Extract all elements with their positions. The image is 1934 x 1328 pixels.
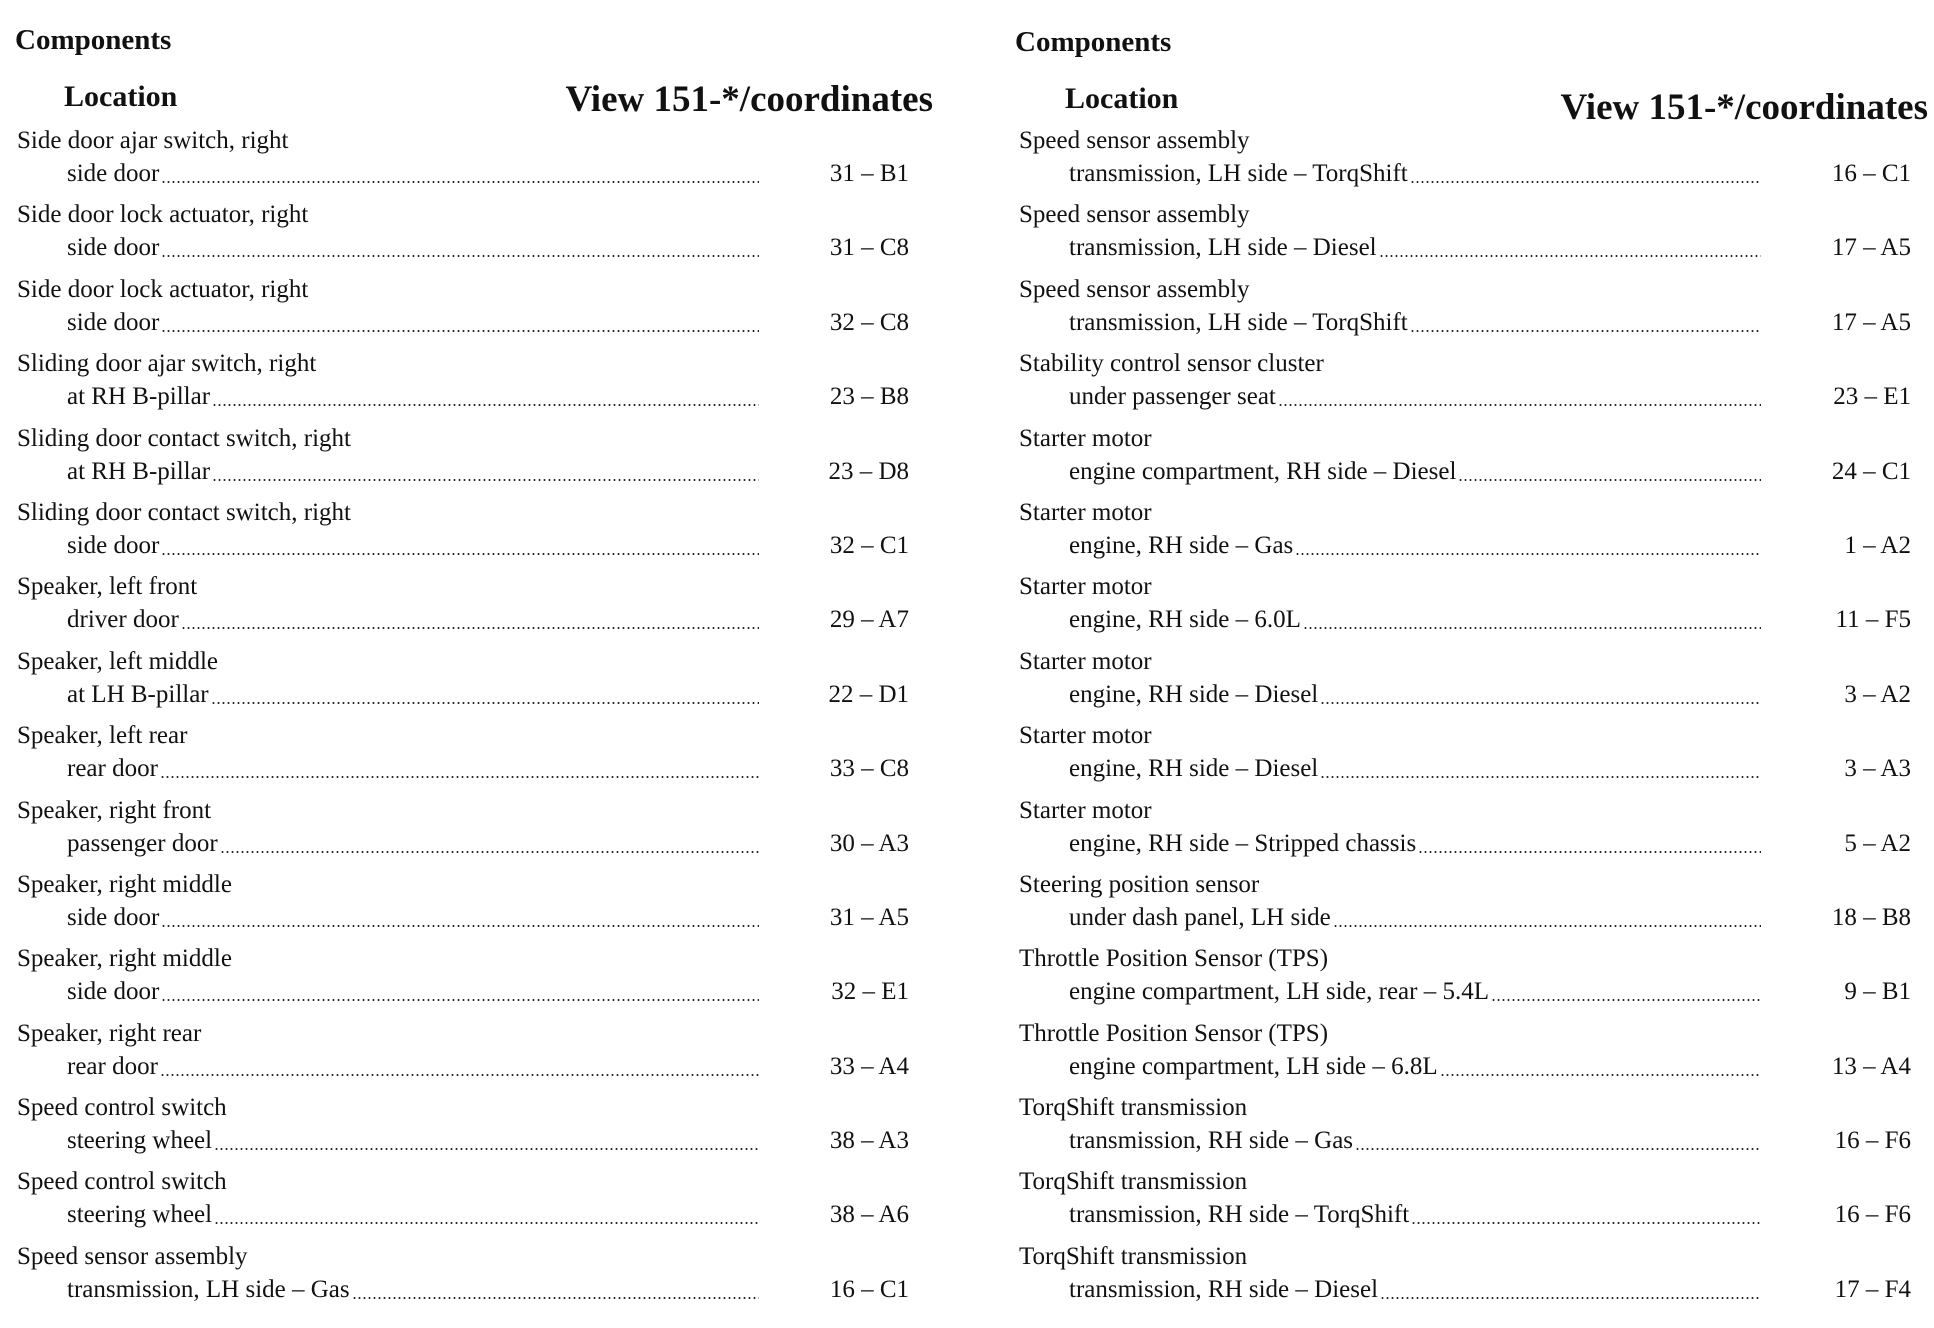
location-line — [17, 1198, 909, 1231]
component-location: engine, RH side – Diesel — [1069, 680, 1319, 708]
dot-leader — [1320, 776, 1761, 778]
component-name: Sliding door ajar switch, right — [17, 350, 317, 378]
component-name: Side door lock actuator, right — [17, 201, 309, 229]
dot-leader — [1355, 1148, 1761, 1150]
section-title: Components — [1015, 26, 1172, 58]
list-item — [17, 422, 909, 496]
dot-leader — [160, 776, 759, 778]
location-line — [1019, 678, 1911, 711]
component-name: Speaker, right middle — [17, 945, 232, 973]
component-name: Throttle Position Sensor (TPS) — [1019, 945, 1329, 973]
location-line — [1019, 975, 1911, 1008]
dot-leader — [220, 851, 759, 853]
dot-leader — [212, 479, 759, 481]
component-location: transmission, LH side – TorqShift — [1069, 160, 1408, 187]
component-location: engine compartment, LH side – 6.8L — [1069, 1052, 1438, 1080]
list-item — [1019, 868, 1911, 942]
dot-leader — [1295, 553, 1761, 555]
list-item — [1019, 1165, 1911, 1239]
dot-leader — [1410, 330, 1761, 332]
view-coordinate: 32 – E1 — [831, 978, 909, 1006]
component-name: Speed sensor assembly — [1019, 275, 1250, 303]
dot-leader — [211, 702, 759, 704]
view-coordinates-header: View 151-*/coordinates — [565, 79, 933, 120]
view-coordinate: 31 – C8 — [829, 234, 909, 262]
component-name: Starter motor — [1019, 722, 1152, 750]
dot-leader — [1411, 1222, 1761, 1224]
component-location: transmission, RH side – TorqShift — [1069, 1201, 1410, 1229]
component-location: driver door — [67, 606, 179, 634]
location-line — [1019, 901, 1911, 934]
component-name: Stability control sensor cluster — [1019, 350, 1324, 378]
list-item — [17, 1165, 909, 1239]
location-line — [17, 827, 909, 860]
dot-leader — [161, 330, 759, 332]
component-location: transmission, LH side – Diesel — [1069, 234, 1377, 262]
list-item — [17, 719, 909, 793]
list-item — [17, 347, 909, 421]
component-name: Starter motor — [1019, 796, 1152, 824]
location-line — [1019, 1198, 1911, 1231]
location-header: Location — [1065, 82, 1179, 115]
view-coordinate: 33 – A4 — [829, 1052, 909, 1080]
location-line — [1019, 380, 1911, 413]
right-column — [967, 0, 1934, 1328]
component-location: side door — [67, 978, 160, 1006]
component-location: side door — [67, 234, 160, 262]
component-name: Speaker, right rear — [17, 1019, 202, 1047]
component-name: Speaker, left front — [17, 573, 198, 601]
view-coordinate: 32 – C8 — [829, 308, 909, 336]
location-line — [17, 529, 909, 562]
view-coordinate: 5 – A2 — [1844, 829, 1911, 857]
view-coordinate: 22 – D1 — [828, 680, 909, 708]
location-line — [1019, 1050, 1911, 1083]
component-location: side door — [67, 160, 160, 187]
view-coordinate: 18 – B8 — [1831, 903, 1911, 931]
view-coordinate: 17 – F4 — [1834, 1275, 1911, 1303]
location-line — [17, 752, 909, 785]
location-line — [1019, 306, 1911, 339]
component-name: Sliding door contact switch, right — [17, 424, 351, 452]
list-item — [1019, 124, 1911, 198]
dot-leader — [181, 627, 759, 629]
component-location: passenger door — [67, 829, 218, 857]
location-line — [17, 901, 909, 934]
component-location: at LH B-pillar — [67, 680, 209, 708]
view-coordinate: 16 – C1 — [829, 1275, 909, 1303]
location-line — [1019, 455, 1911, 488]
component-name: Throttle Position Sensor (TPS) — [1019, 1019, 1329, 1047]
dot-leader — [1380, 1297, 1761, 1299]
view-coordinate: 24 – C1 — [1831, 457, 1911, 485]
dot-leader — [1303, 627, 1761, 629]
component-name: TorqShift transmission — [1019, 1168, 1248, 1196]
component-name: Speaker, left middle — [17, 647, 219, 675]
dot-leader — [352, 1297, 759, 1299]
view-coordinates-header: View 151-*/coordinates — [1560, 87, 1928, 128]
list-item — [17, 570, 909, 644]
view-coordinate: 1 – A2 — [1844, 531, 1911, 559]
component-location: side door — [67, 531, 160, 559]
dot-leader — [160, 1074, 759, 1076]
component-name: TorqShift transmission — [1019, 1094, 1248, 1122]
list-item — [1019, 273, 1911, 347]
location-line — [17, 1050, 909, 1083]
view-coordinate: 17 – A5 — [1831, 234, 1911, 262]
view-coordinate: 29 – A7 — [829, 606, 909, 634]
view-coordinate: 33 – C8 — [829, 755, 909, 783]
view-coordinate: 16 – C1 — [1831, 160, 1911, 187]
list-item — [1019, 645, 1911, 719]
dot-leader — [1418, 851, 1761, 853]
list-item — [1019, 794, 1911, 868]
component-location: transmission, RH side – Diesel — [1069, 1275, 1379, 1303]
location-line — [17, 306, 909, 339]
view-coordinate: 16 – F6 — [1834, 1127, 1911, 1155]
view-coordinate: 11 – F5 — [1835, 606, 1911, 634]
component-location: transmission, RH side – Gas — [1069, 1127, 1354, 1155]
component-location: under dash panel, LH side — [1069, 903, 1331, 931]
component-name: Speed control switch — [17, 1094, 227, 1122]
location-line — [1019, 827, 1911, 860]
view-coordinate: 16 – F6 — [1834, 1201, 1911, 1229]
component-location: transmission, LH side – TorqShift — [1069, 308, 1408, 336]
view-coordinate: 23 – B8 — [829, 383, 909, 411]
component-location: engine compartment, RH side – Diesel — [1069, 457, 1457, 485]
view-coordinate: 23 – E1 — [1833, 383, 1911, 411]
section-title: Components — [15, 24, 172, 56]
view-coordinate: 38 – A6 — [829, 1201, 909, 1229]
dot-leader — [1278, 404, 1761, 406]
component-name: Speed sensor assembly — [17, 1242, 248, 1270]
location-line — [1019, 231, 1911, 264]
component-location: steering wheel — [67, 1201, 213, 1229]
component-location: steering wheel — [67, 1127, 213, 1155]
list-item — [1019, 570, 1911, 644]
list-item — [1019, 942, 1911, 1016]
component-location: engine, RH side – Gas — [1069, 531, 1294, 559]
view-coordinate: 38 – A3 — [829, 1127, 909, 1155]
component-location: transmission, LH side – Gas — [67, 1275, 350, 1303]
component-name: Starter motor — [1019, 498, 1152, 526]
dot-leader — [161, 925, 759, 927]
list-item — [1019, 347, 1911, 421]
location-line — [17, 231, 909, 264]
dot-leader — [1320, 702, 1761, 704]
list-item — [17, 1091, 909, 1165]
location-line — [17, 380, 909, 413]
location-line — [17, 603, 909, 636]
location-line — [1019, 157, 1911, 190]
list-item — [17, 645, 909, 719]
component-name: Speaker, right middle — [17, 870, 232, 898]
component-name: TorqShift transmission — [1019, 1242, 1248, 1270]
component-location: engine compartment, LH side, rear – 5.4L — [1069, 978, 1489, 1006]
view-coordinate: 3 – A3 — [1844, 755, 1911, 783]
location-line — [17, 1124, 909, 1157]
component-name: Speaker, left rear — [17, 722, 188, 750]
dot-leader — [1410, 181, 1761, 183]
component-location: rear door — [67, 755, 158, 783]
list-item — [1019, 422, 1911, 496]
location-line — [17, 678, 909, 711]
list-item — [17, 1017, 909, 1091]
dot-leader — [214, 1148, 759, 1150]
list-item — [17, 496, 909, 570]
component-location: side door — [67, 308, 160, 336]
view-coordinate: 30 – A3 — [829, 829, 909, 857]
list-item — [1019, 198, 1911, 272]
dot-leader — [161, 999, 759, 1001]
component-name: Speed sensor assembly — [1019, 127, 1250, 154]
location-line — [17, 975, 909, 1008]
entry-list — [17, 124, 909, 1314]
component-name: Starter motor — [1019, 647, 1152, 675]
location-line — [1019, 752, 1911, 785]
location-header: Location — [64, 80, 178, 113]
view-coordinate: 3 – A2 — [1844, 680, 1911, 708]
dot-leader — [161, 553, 759, 555]
component-name: Starter motor — [1019, 424, 1152, 452]
list-item — [17, 942, 909, 1016]
list-item — [17, 124, 909, 198]
dot-leader — [161, 181, 759, 183]
dot-leader — [214, 1222, 759, 1224]
list-item — [1019, 1240, 1911, 1314]
dot-leader — [1458, 479, 1761, 481]
component-name: Speaker, right front — [17, 796, 212, 824]
list-item — [1019, 1017, 1911, 1091]
list-item — [17, 868, 909, 942]
dot-leader — [1379, 255, 1761, 257]
list-item — [17, 1240, 909, 1314]
location-line — [1019, 1273, 1911, 1306]
dot-leader — [1333, 925, 1761, 927]
component-location: at RH B-pillar — [67, 383, 211, 411]
component-location: under passenger seat — [1069, 383, 1276, 411]
view-coordinate: 13 – A4 — [1831, 1052, 1911, 1080]
component-location: engine, RH side – 6.0L — [1069, 606, 1301, 634]
list-item — [1019, 719, 1911, 793]
component-location: engine, RH side – Diesel — [1069, 755, 1319, 783]
list-item — [17, 794, 909, 868]
dot-leader — [1440, 1074, 1761, 1076]
view-coordinate: 17 – A5 — [1831, 308, 1911, 336]
view-coordinate: 31 – A5 — [829, 903, 909, 931]
location-line — [17, 455, 909, 488]
dot-leader — [1491, 999, 1761, 1001]
location-line — [1019, 529, 1911, 562]
dot-leader — [161, 255, 759, 257]
view-coordinate: 31 – B1 — [829, 160, 909, 187]
location-line — [1019, 603, 1911, 636]
component-name: Starter motor — [1019, 573, 1152, 601]
location-line — [17, 157, 909, 190]
view-coordinate: 9 – B1 — [1844, 978, 1911, 1006]
component-name: Speed sensor assembly — [1019, 201, 1250, 229]
location-line — [1019, 1124, 1911, 1157]
component-location: at RH B-pillar — [67, 457, 211, 485]
component-name: Side door ajar switch, right — [17, 127, 289, 154]
location-line — [17, 1273, 909, 1306]
entry-list — [1019, 124, 1911, 1314]
component-name: Steering position sensor — [1019, 870, 1260, 898]
component-location: side door — [67, 903, 160, 931]
list-item — [17, 273, 909, 347]
list-item — [1019, 1091, 1911, 1165]
dot-leader — [212, 404, 759, 406]
component-location: engine, RH side – Stripped chassis — [1069, 829, 1417, 857]
view-coordinate: 23 – D8 — [828, 457, 909, 485]
list-item — [17, 198, 909, 272]
list-item — [1019, 496, 1911, 570]
view-coordinate: 32 – C1 — [829, 531, 909, 559]
component-name: Sliding door contact switch, right — [17, 498, 351, 526]
component-name: Side door lock actuator, right — [17, 275, 309, 303]
component-name: Speed control switch — [17, 1168, 227, 1196]
component-location: rear door — [67, 1052, 158, 1080]
